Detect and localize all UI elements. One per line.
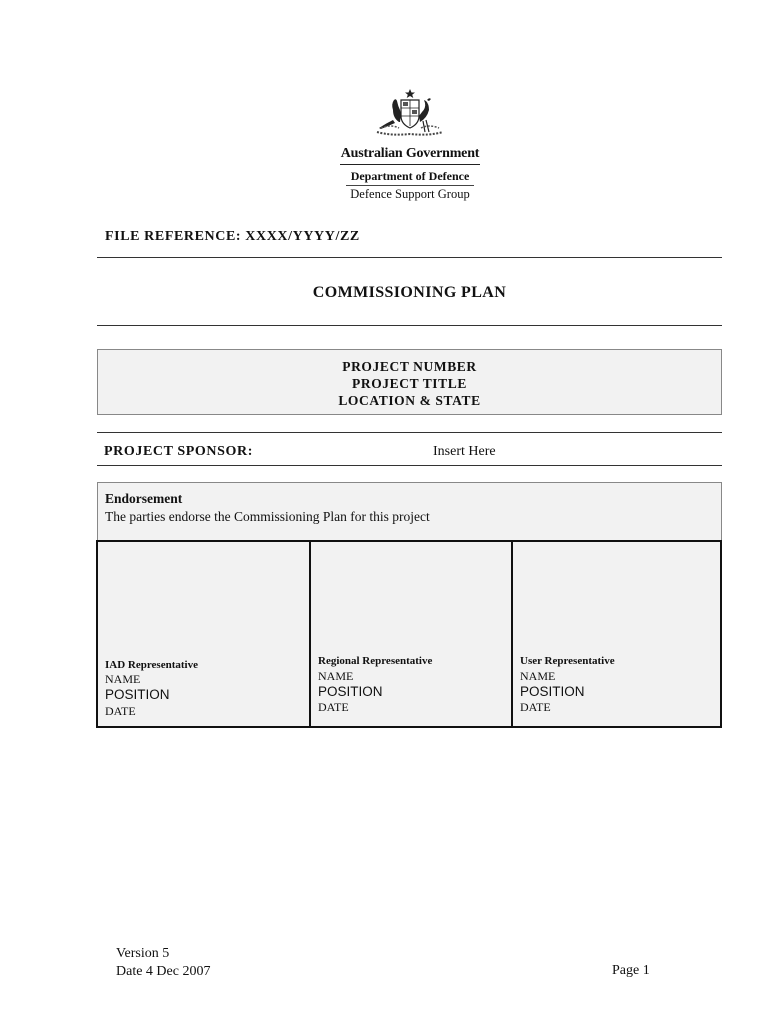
signature-cell-regional bbox=[309, 542, 511, 726]
project-details-box bbox=[97, 349, 722, 415]
signatory-date: DATE bbox=[318, 700, 349, 714]
divider-sponsor-bottom bbox=[97, 465, 722, 466]
signatory-role: User Representative bbox=[520, 655, 615, 667]
divider-title bbox=[97, 325, 722, 326]
page-number: Page 1 bbox=[612, 963, 650, 978]
government-logo bbox=[338, 88, 482, 206]
endorsement-title: Endorsement bbox=[105, 491, 183, 506]
divider-top bbox=[97, 257, 722, 258]
signatory-date: DATE bbox=[520, 700, 551, 714]
signatory-role: IAD Representative bbox=[105, 659, 198, 671]
footer-version: Version 5 bbox=[116, 946, 170, 961]
project-location: LOCATION & STATE bbox=[338, 393, 481, 408]
signature-cell-user bbox=[511, 542, 720, 726]
endorsement-text: The parties endorse the Commissioning Plan for this project bbox=[105, 509, 430, 524]
signatory-position: POSITION bbox=[105, 687, 170, 702]
government-name: Australian Government bbox=[340, 146, 480, 161]
signatory-date: DATE bbox=[105, 704, 136, 718]
signature-cell-iad bbox=[98, 542, 309, 726]
file-reference: FILE REFERENCE: XXXX/YYYY/ZZ bbox=[105, 229, 360, 244]
footer-meta bbox=[116, 945, 210, 981]
endorsement-box bbox=[97, 482, 722, 541]
logo-divider-secondary bbox=[346, 185, 474, 186]
signatory-name: NAME bbox=[520, 669, 556, 683]
signatory-position: POSITION bbox=[318, 684, 383, 699]
signature-table bbox=[96, 540, 722, 728]
project-sponsor-label: PROJECT SPONSOR: bbox=[104, 444, 253, 459]
project-sponsor-value: Insert Here bbox=[433, 444, 496, 459]
document-title: COMMISSIONING PLAN bbox=[312, 284, 507, 301]
signatory-name: NAME bbox=[105, 672, 141, 686]
coat-of-arms-icon bbox=[371, 88, 449, 138]
footer-date: Date 4 Dec 2007 bbox=[116, 964, 211, 979]
project-title: PROJECT TITLE bbox=[352, 376, 467, 391]
divider-sponsor-top bbox=[97, 432, 722, 433]
group-name: Defence Support Group bbox=[350, 187, 470, 201]
project-number: PROJECT NUMBER bbox=[342, 359, 477, 374]
signatory-position: POSITION bbox=[520, 684, 585, 699]
signatory-name: NAME bbox=[318, 669, 354, 683]
department-name: Department of Defence bbox=[350, 169, 470, 183]
signatory-role: Regional Representative bbox=[318, 655, 433, 667]
logo-divider bbox=[340, 164, 480, 165]
